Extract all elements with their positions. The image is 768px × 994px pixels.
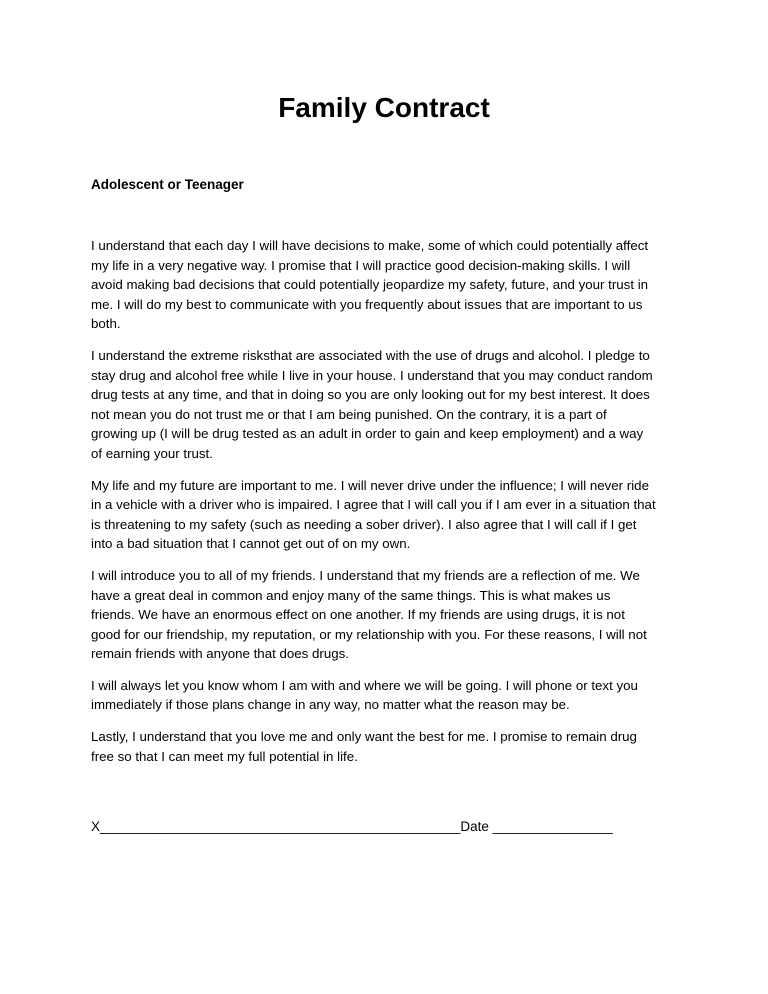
- text-line: not mean you do not trust me or that I am being punished. On the contrary, it is a part of: [91, 406, 607, 422]
- text-line: drug tests at any time, and that in doing so you are only looking out for my best interest. It does: [91, 387, 650, 403]
- signature-date-line: X________________________________________________Date ________________: [91, 819, 613, 834]
- text-line: good for our friendship, my reputation, or my relationship with you. For these reasons, I will not: [91, 626, 647, 642]
- text-line: Lastly, I understand that you love me and only want the best for me. I promise to remain drug: [91, 729, 637, 745]
- document-body: [91, 236, 683, 778]
- text-line: I understand the extreme risksthat are associated with the use of drugs and alcohol. I pledge to: [91, 347, 650, 363]
- paragraph-driving-safety: [91, 476, 683, 554]
- text-line: I will always let you know whom I am with and where we will be going. I will phone or text you: [91, 677, 638, 693]
- text-line: immediately if those plans change in any way, no matter what the reason may be.: [91, 697, 570, 713]
- text-line: free so that I can meet my full potential in life.: [91, 748, 358, 764]
- text-line: both.: [91, 316, 121, 332]
- document-subtitle: Adolescent or Teenager: [91, 177, 244, 192]
- text-line: growing up (I will be drug tested as an adult in order to gain and keep employment) and a way: [91, 426, 644, 442]
- text-line: avoid making bad decisions that could potentially jeopardize my safety, future, and your trust in: [91, 277, 649, 293]
- text-line: I will introduce you to all of my friends. I understand that my friends are a reflection of me. We: [91, 567, 640, 583]
- document-title: Family Contract: [278, 92, 490, 123]
- text-line: of earning your trust.: [91, 445, 213, 461]
- paragraph-closing: [91, 727, 683, 766]
- text-line: into a bad situation that I cannot get out of on my own.: [91, 536, 411, 552]
- text-line: My life and my future are important to me. I will never drive under the influence; I will never ride: [91, 477, 649, 493]
- text-line: me. I will do my best to communicate with you frequently about issues that are important to us: [91, 296, 643, 312]
- text-line: friends. We have an enormous effect on one another. If my friends are using drugs, it is not: [91, 607, 625, 623]
- text-line: have a great deal in common and enjoy many of the same things. This is what makes us: [91, 587, 611, 603]
- paragraph-whereabouts: [91, 676, 683, 715]
- text-line: remain friends with anyone that does drugs.: [91, 646, 349, 662]
- paragraph-friends: [91, 566, 683, 664]
- text-line: is threatening to my safety (such as needing a sober driver). I also agree that I will call if I get: [91, 516, 637, 532]
- text-line: I understand that each day I will have decisions to make, some of which could potentially affect: [91, 238, 649, 253]
- text-line: my life in a very negative way. I promise that I will practice good decision-making skills. I will: [91, 257, 631, 273]
- text-line: stay drug and alcohol free while I live in your house. I understand that you may conduct random: [91, 367, 653, 383]
- paragraph-drugs-alcohol: [91, 346, 683, 464]
- text-line: in a vehicle with a driver who is impaired. I agree that I will call you if I am ever in a situation that: [91, 497, 656, 513]
- paragraph-responsibility: [91, 236, 683, 334]
